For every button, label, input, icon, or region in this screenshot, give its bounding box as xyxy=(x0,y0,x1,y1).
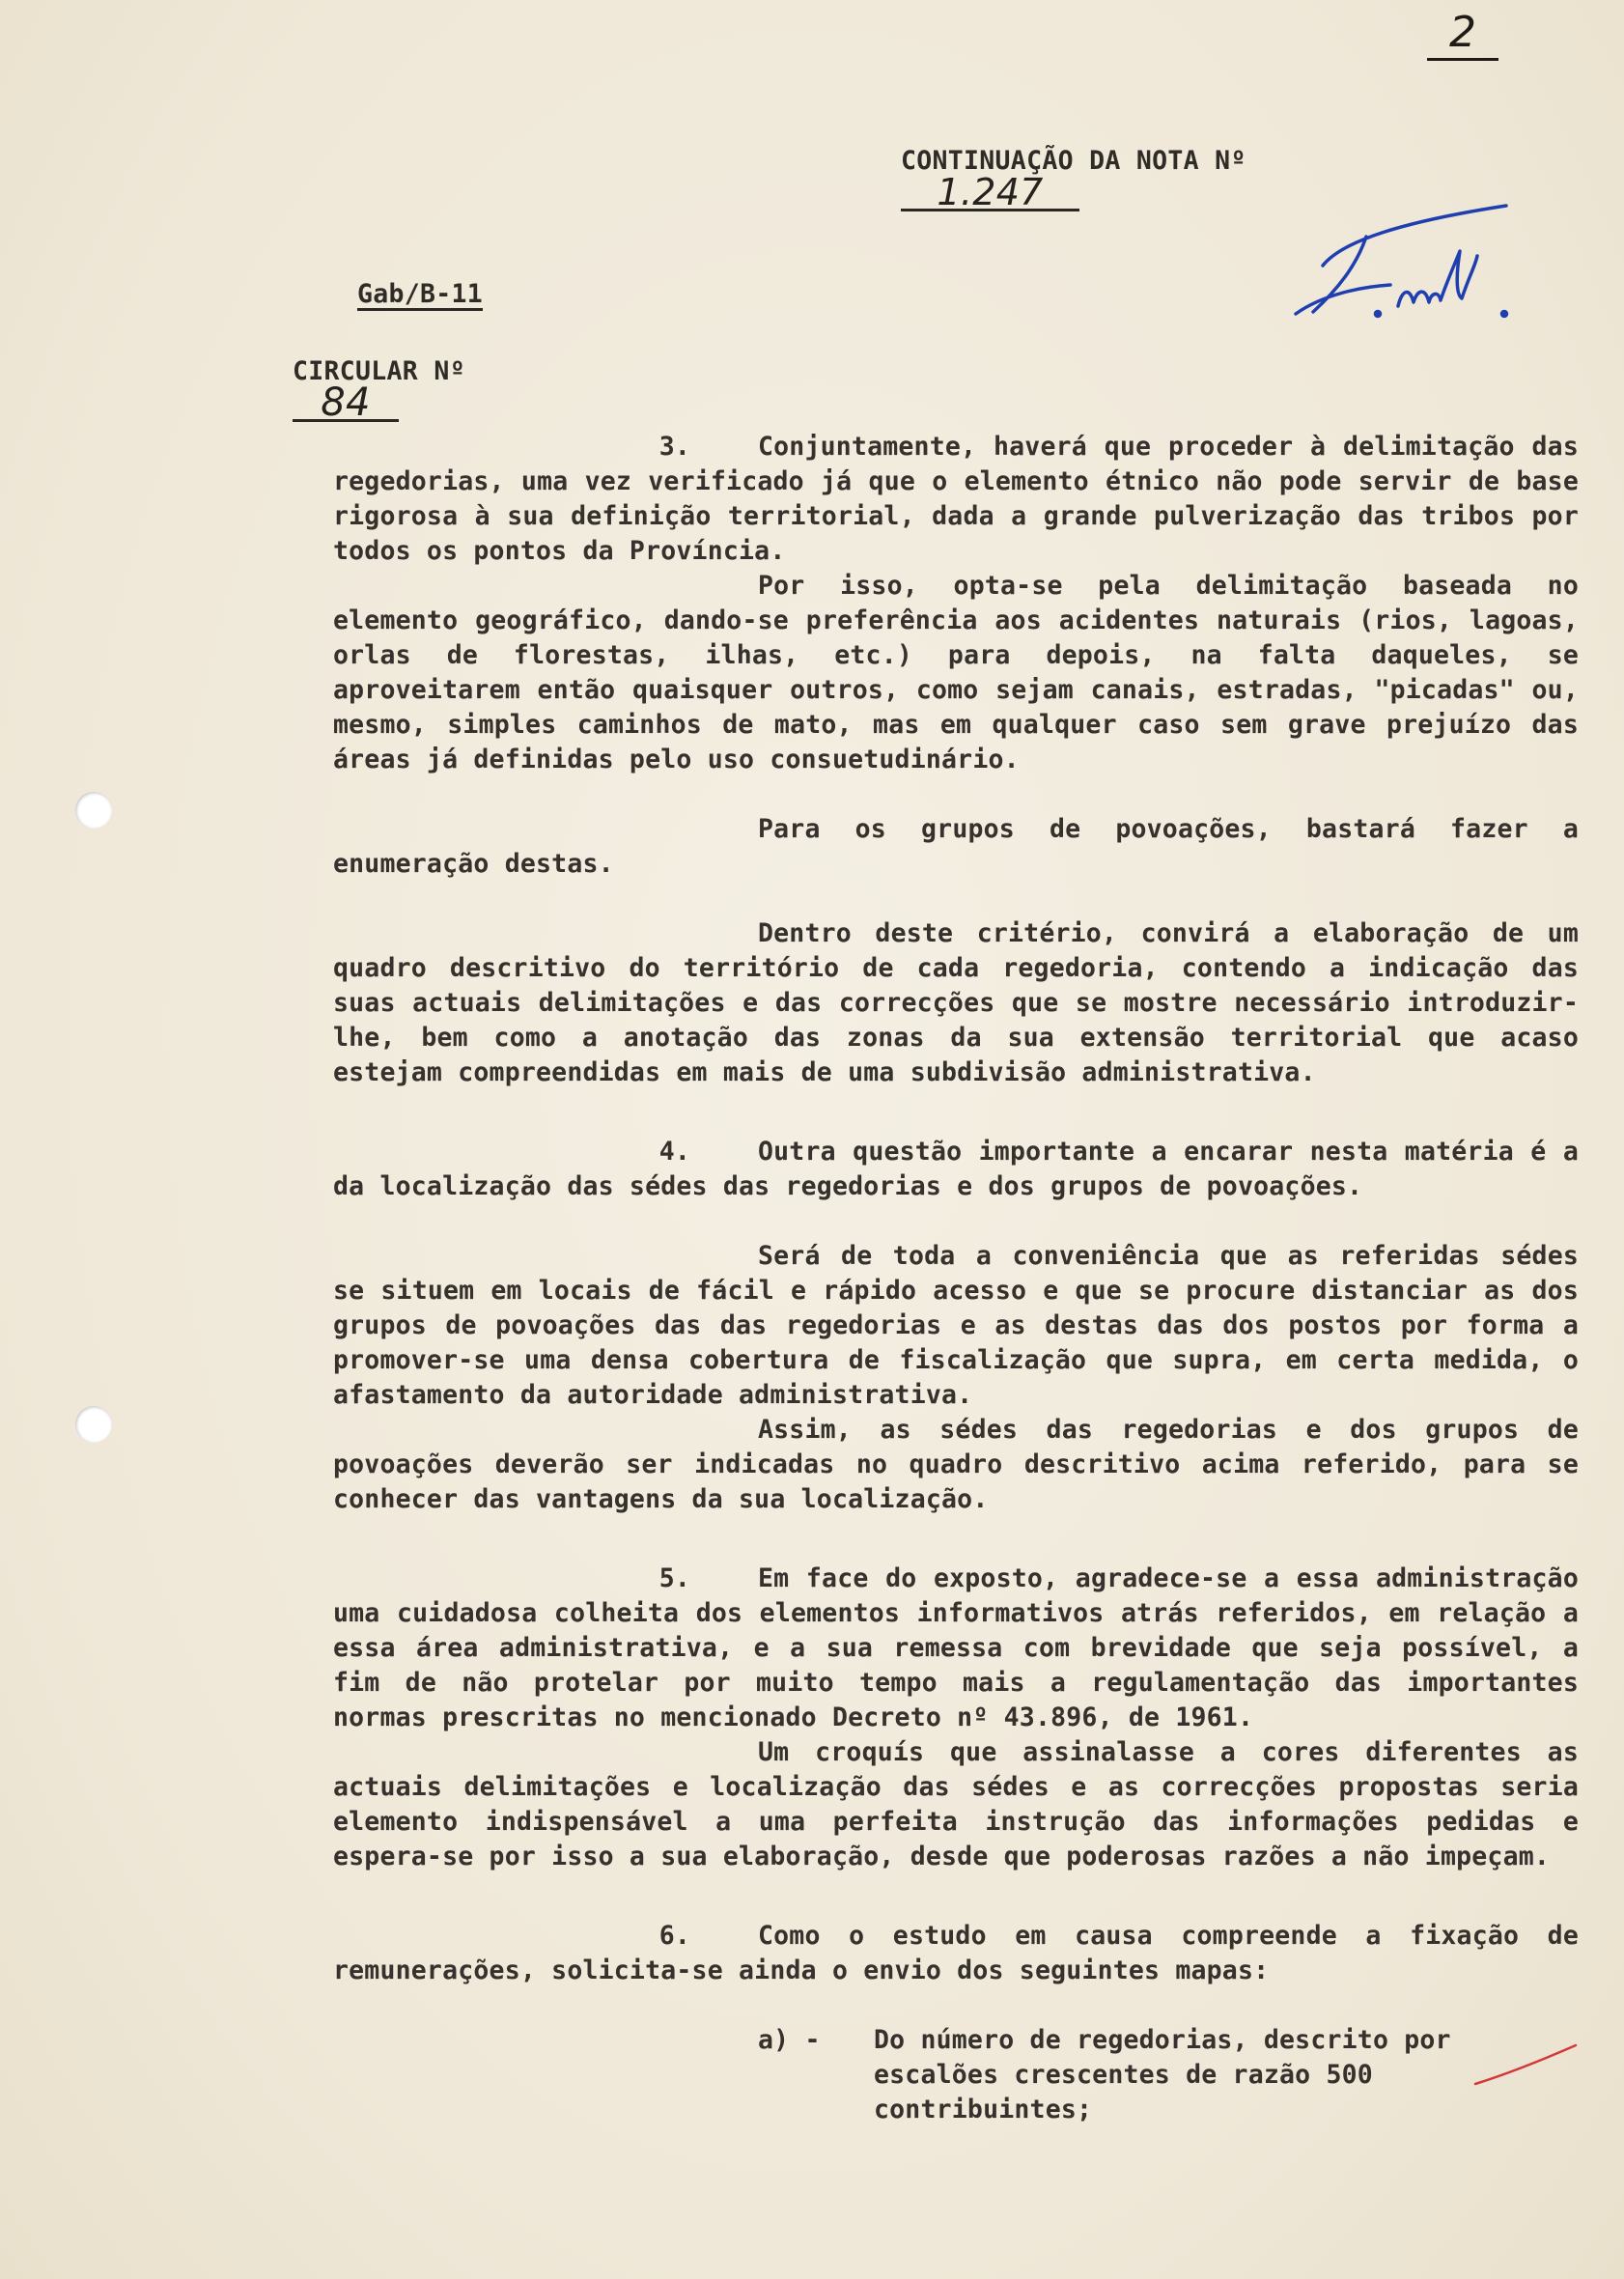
section-5-para-1: 5. Em face do exposto, agradece-se a essa administração uma cuidadosa colheita dos elementos informativos atrás referidos, em relação a essa área administrativa, e a sua remessa com brevidade que seja possível, a fim de não protelar por muito tempo mais a regulamentação das importantes normas prescritas no mencionado Decreto nº 43.896, de 1961. xyxy=(333,1563,1579,1732)
section-5-para-2: Um croquís que assinalasse a cores diferentes as actuais delimitações e localização das sédes e as correcções propostas seria elemento indispensável a uma perfeita instrução das informações pedidas e espera-se por isso a sua elaboração, desde que poderosas razões a não impeçam. xyxy=(333,1737,1579,1871)
handwritten-signature xyxy=(1284,198,1526,333)
document-body xyxy=(333,430,1579,2127)
section-3-para-2: Por isso, opta-se pela delimitação baseada no elemento geográfico, dando-se preferência aos acidentes naturais (rios, lagoas, orlas de florestas, ilhas, etc.) para depois, na falta daqueles, se aproveitarem então quaisquer outros, como sejam canais, estradas, "picadas" ou, mesmo, simples caminhos de mato, mas em qualquer caso sem grave prejuízo das áreas já definidas pelo uso consuetudinário. xyxy=(333,571,1579,774)
punch-hole-bottom xyxy=(75,1406,112,1443)
page-number: 2 xyxy=(1427,8,1498,61)
continuation-header xyxy=(838,116,1246,241)
red-tick-mark xyxy=(1468,2038,1583,2096)
item-a-text: Do número de regedorias, descrito por escalões crescentes de razão 500 contribuintes; xyxy=(874,2025,1451,2124)
item-a xyxy=(758,2023,1579,2127)
section-6-para-1: 6. Como o estudo em causa compreende a fixação de remunerações, solicita-se ainda o envio dos seguintes mapas: xyxy=(333,1921,1579,1985)
section-3-para-1: 3. Conjuntamente, haverá que proceder à delimitação das regedorias, uma vez verificado já que o elemento étnico não pode servir de base rigorosa à sua definição territorial, dada a grande pulverização das tribos por todos os pontos da Província. xyxy=(333,432,1579,566)
section-4-para-1: 4. Outra questão importante a encarar nesta matéria é a da localização das sédes das regedorias e dos grupos de povoações. xyxy=(333,1137,1579,1201)
continuation-label: CONTINUAÇÃO DA NOTA Nº xyxy=(901,146,1246,176)
item-a-label: a) - xyxy=(758,2025,821,2055)
section-4-para-2: Será de toda a conveniência que as referidas sédes se situem em locais de fácil e rápido acesso e que se procure distanciar as dos grupos de povoações das das regedorias e as destas das dos postos por forma a promover-se uma densa cobertura de fiscalização que supra, em certa medida, o afastamento da autoridade administrativa. xyxy=(333,1241,1579,1410)
section-4-para-3: Assim, as sédes das regedorias e dos grupos de povoações deverão ser indicadas no quadro descritivo acima referido, para se conhecer das vantagens da sua localização. xyxy=(333,1415,1579,1514)
circular-number: 84 xyxy=(293,386,399,422)
section-3-para-3: Para os grupos de povoações, bastará fazer a enumeração destas. xyxy=(333,814,1579,879)
note-number: 1.247 xyxy=(901,176,1079,211)
punch-hole-top xyxy=(75,792,112,829)
circular-label: CIRCULAR Nº xyxy=(293,356,465,386)
section-3-para-4: Dentro deste critério, convirá a elaboração de um quadro descritivo do território de cada regedoria, contendo a indicação das suas actuais delimitações e das correcções que se mostre necessário introduzir-lhe, bem como a anotação das zonas da sua extensão territorial que acaso estejam compreendidas em mais de uma subdivisão administrativa. xyxy=(333,918,1579,1087)
office-code: Gab/B-11 xyxy=(357,279,484,309)
